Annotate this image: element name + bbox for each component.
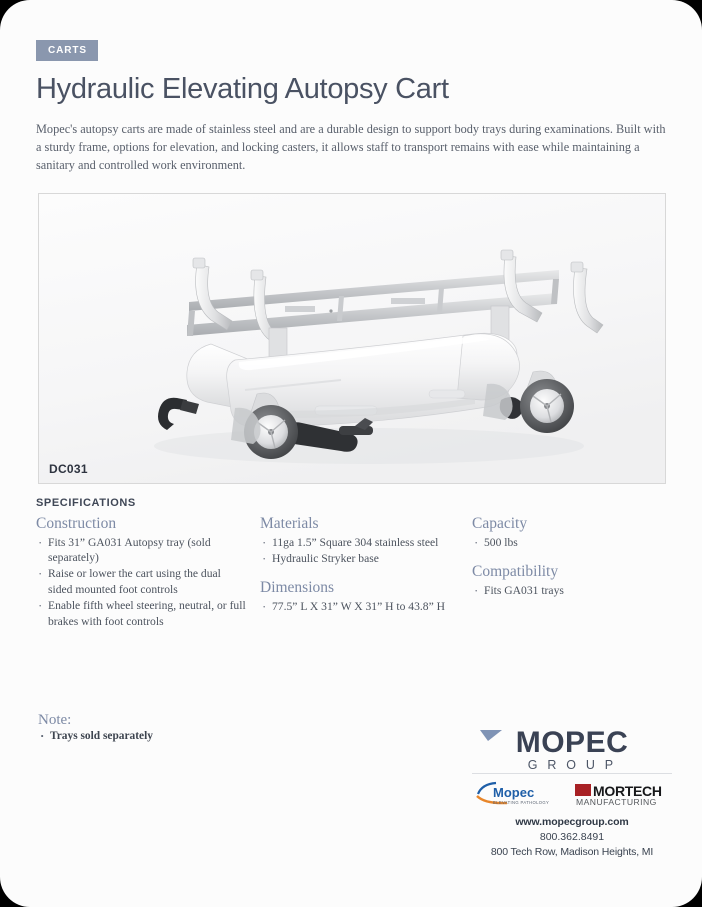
note-list: [38, 730, 153, 742]
spec-heading-dimensions: Dimensions: [260, 579, 335, 597]
mortech-square-mark: [575, 784, 591, 796]
spec-item: · Raise or lower the cart using the dual sided mounted foot controls: [36, 566, 246, 597]
mopec-sub-logo: [475, 781, 561, 807]
spec-column-capacity-compatibility: [472, 515, 672, 630]
mopec-group-logo: [472, 726, 672, 772]
footer-brand: [472, 726, 672, 860]
mopec-sub-wordmark: Mopec: [493, 785, 535, 800]
mortech-sub-wordmark: MANUFACTURING: [576, 797, 657, 807]
note-heading: Note:: [38, 712, 72, 728]
product-code-label: DC031: [49, 461, 88, 476]
spec-column-materials-dimensions: [260, 515, 472, 630]
product-description: Mopec's autopsy carts are made of stainless steel and are a durable design to support body trays during examinations. Built with a sturdy frame, options for elevation, and locking casters, it allows staff to transport remains with ease while maintaining a sanitary and controlled work environment.: [36, 122, 666, 173]
specifications-columns: [36, 515, 672, 630]
spec-list-dimensions: [260, 599, 458, 614]
spec-column-construction: [36, 515, 260, 630]
spec-list-materials: [260, 535, 458, 567]
spec-item: · Hydraulic Stryker base: [260, 551, 458, 566]
spec-group-capacity: [472, 515, 658, 550]
sub-brand-row: [472, 773, 672, 807]
note-block: [38, 712, 153, 742]
note-item: · Trays sold separately: [38, 730, 153, 742]
product-illustration: [39, 194, 665, 484]
phone-number[interactable]: 800.362.8491: [539, 830, 605, 843]
page-title: Hydraulic Elevating Autopsy Cart: [36, 73, 449, 105]
spec-item: · Fits GA031 trays: [472, 583, 658, 598]
spec-list-compatibility: [472, 583, 658, 598]
spec-heading-compatibility: Compatibility: [472, 562, 559, 580]
spec-item: · Enable fifth wheel steering, neutral, or full brakes with foot controls: [36, 598, 246, 629]
specifications-heading: SPECIFICATIONS: [36, 496, 136, 509]
spec-item: · 77.5” L X 31” W X 31” H to 43.8” H: [260, 599, 458, 614]
brand-accent-triangle: [480, 730, 502, 741]
mopec-sub-tagline: ELEVATING PATHOLOGY: [493, 800, 550, 805]
mortech-logo: [573, 781, 669, 807]
spec-heading-capacity: Capacity: [472, 514, 528, 532]
brand-secondary-text: G R O U P: [527, 758, 617, 772]
website-link[interactable]: www.mopecgroup.com: [515, 816, 629, 828]
spec-group-dimensions: [260, 579, 458, 614]
category-badge: CARTS: [36, 40, 98, 61]
mortech-wordmark: MORTECH: [593, 783, 662, 799]
spec-heading-construction: Construction: [36, 514, 117, 532]
spec-group-compatibility: [472, 563, 658, 598]
spec-item: · 11ga 1.5” Square 304 stainless steel: [260, 535, 458, 550]
spec-list-capacity: [472, 535, 658, 550]
mopec-group-wordmark: [472, 726, 672, 772]
brand-primary-text: MOPEC: [515, 726, 629, 759]
spec-group-materials: [260, 515, 458, 567]
spec-group-construction: [36, 515, 246, 629]
spec-item: · 500 lbs: [472, 535, 658, 550]
spec-item: · Fits 31” GA031 Autopsy tray (sold separately): [36, 535, 246, 566]
company-address: 800 Tech Row, Madison Heights, MI: [490, 845, 654, 858]
spec-list-construction: [36, 535, 246, 629]
product-image-frame: [38, 193, 666, 484]
spec-heading-materials: Materials: [260, 514, 319, 532]
contact-info: [472, 815, 672, 860]
